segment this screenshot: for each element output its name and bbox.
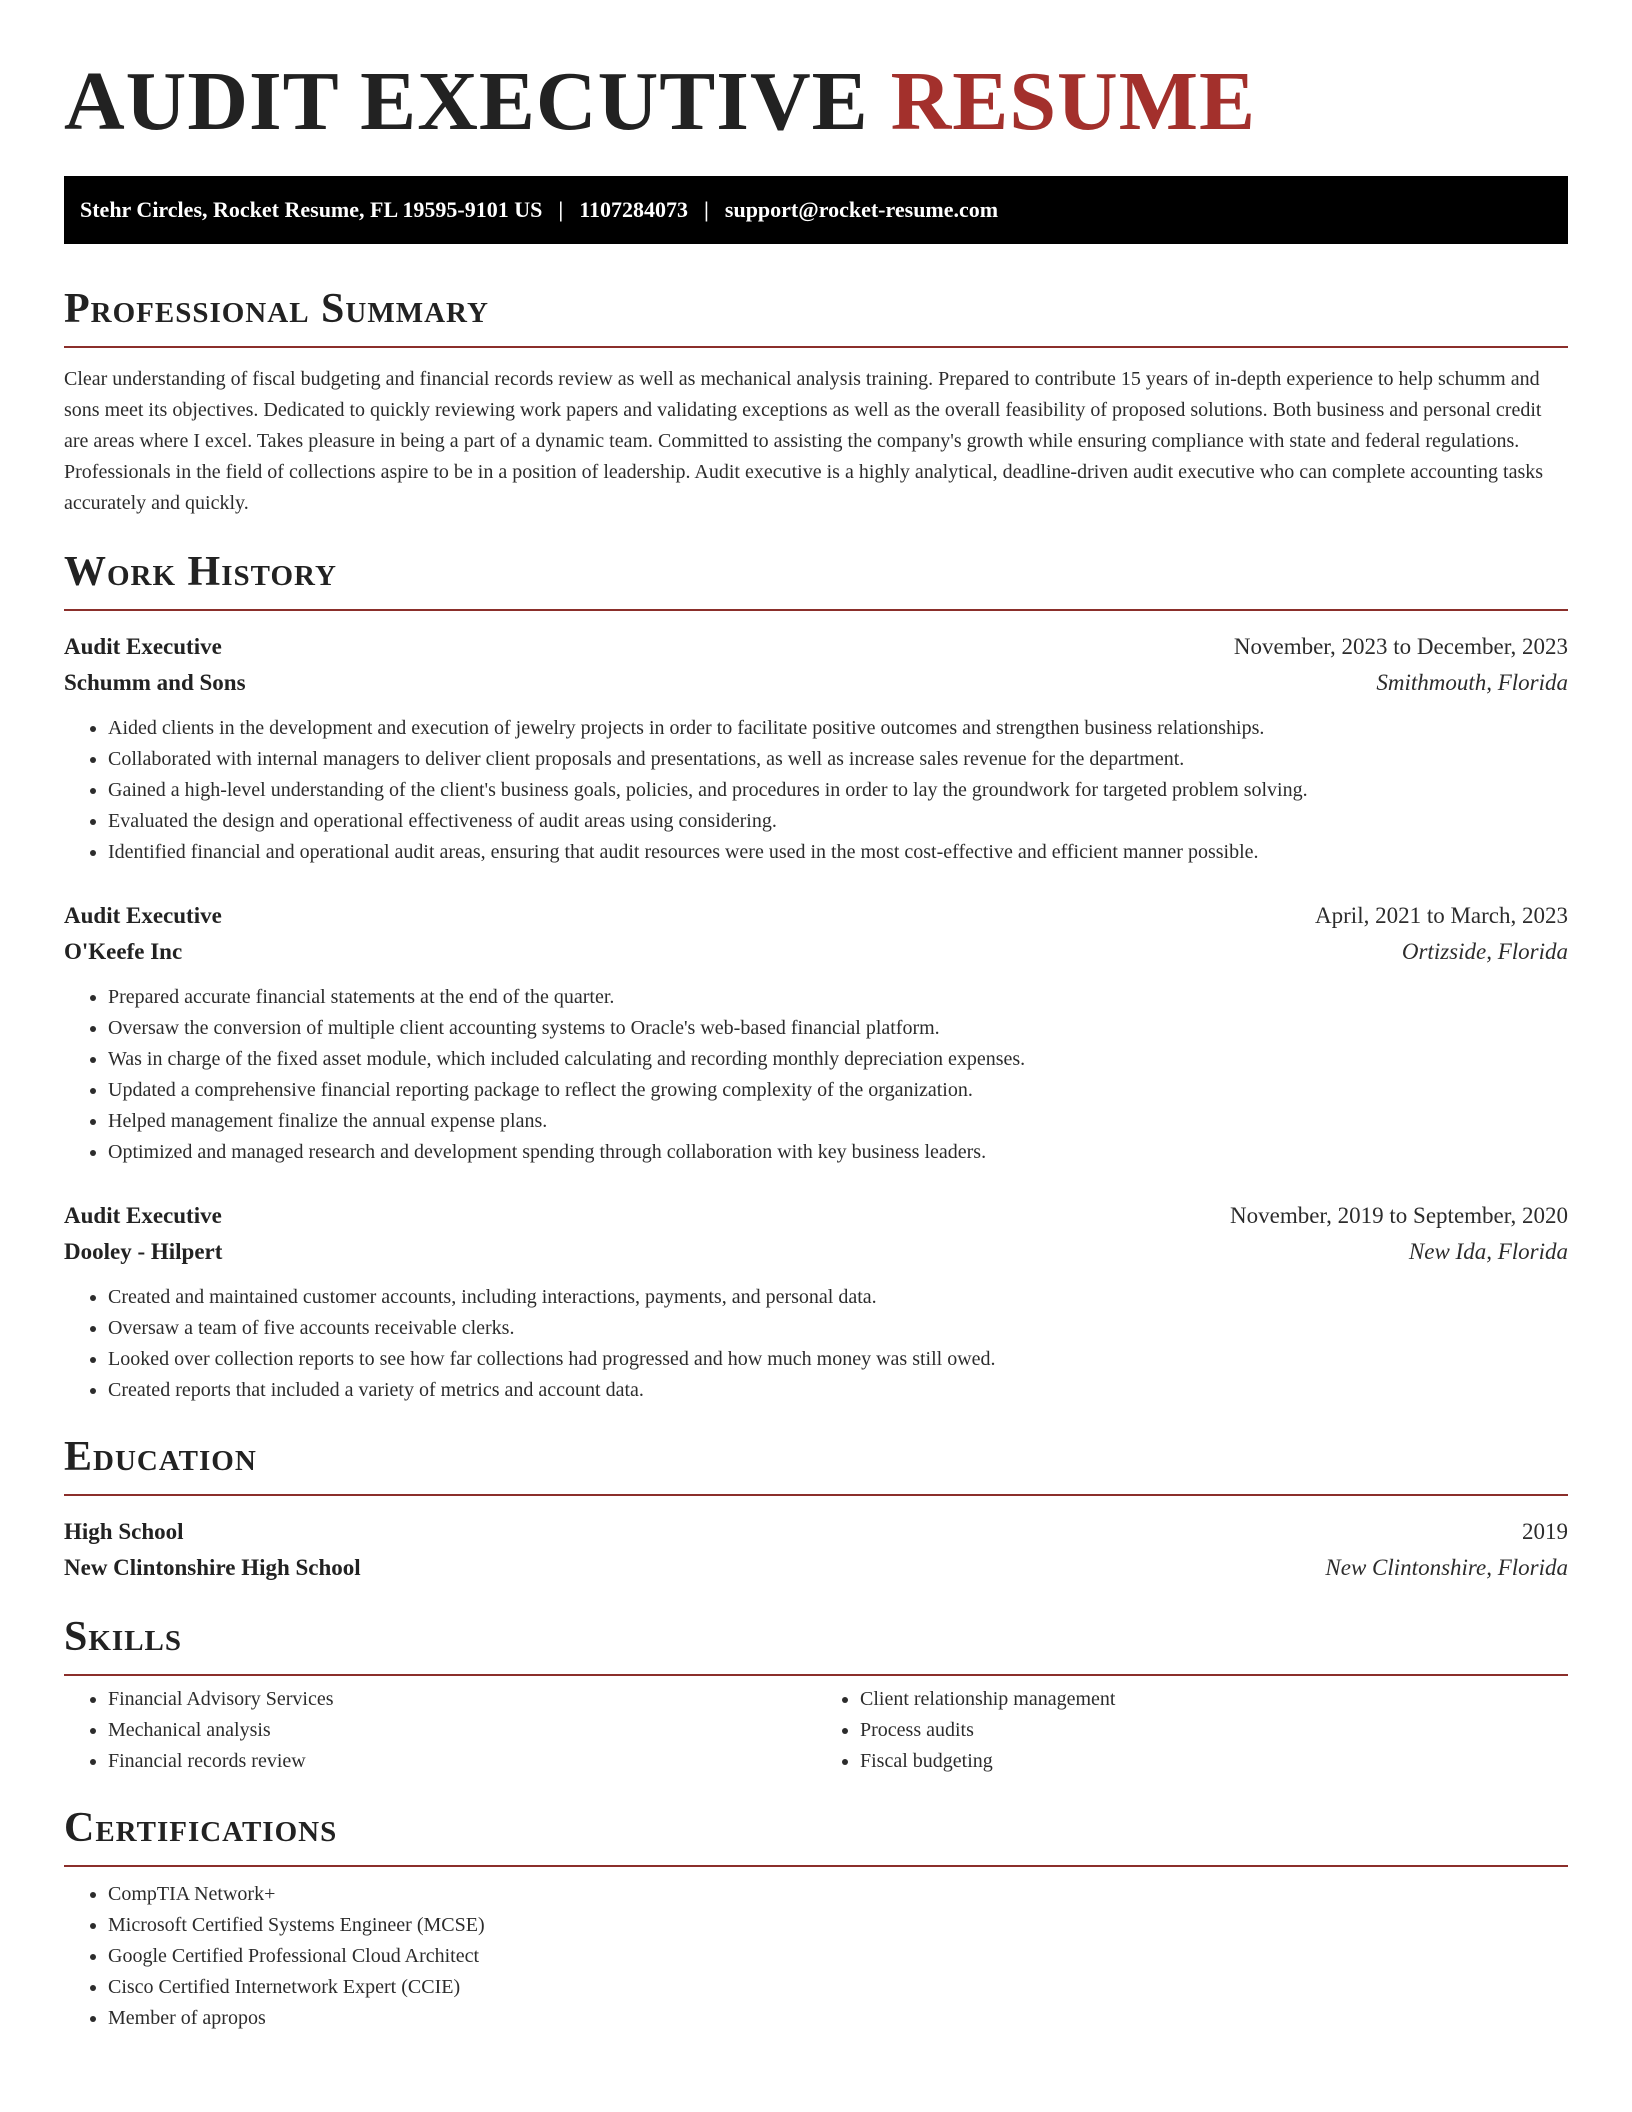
contact-email: support@rocket-resume.com (724, 197, 999, 222)
job-entry (64, 629, 1568, 868)
certifications-list (64, 1879, 1568, 2034)
list-item: • Fiscal budgeting (860, 1746, 1568, 1777)
contact-separator: | (704, 197, 709, 222)
list-item: • Financial Advisory Services (108, 1684, 816, 1715)
section-heading: Professional Summary (64, 286, 1568, 348)
list-item: • Aided clients in the development and execution of jewelry projects in order to facilitate positive outcomes and strengthen business relationships. (108, 713, 1568, 744)
summary-section (64, 286, 1568, 519)
job-title: Audit Executive (64, 903, 222, 928)
list-item: • Was in charge of the fixed asset module, which included calculating and recording monthly depreciation expenses. (108, 1044, 1568, 1075)
skills-list-right (816, 1684, 1568, 1777)
list-item: • Updated a comprehensive financial reporting package to reflect the growing complexity of the organization. (108, 1075, 1568, 1106)
summary-text: Clear understanding of fiscal budgeting and financial records review as well as mechanical analysis training. Prepared to contribute 15 years of in-depth experience to help schumm and sons meet its objectives. Dedicated to quickly reviewing work papers and validating exceptions as well as the overall feasibility of proposed solutions. Both business and personal credit are areas where I excel. Takes pleasure in being a part of a dynamic team. Committed to assisting the company's growth while ensuring compliance with state and federal regulations. Professionals in the field of collections aspire to be in a position of leadership. Audit executive is a highly analytical, deadline-driven audit executive who can complete accounting tasks accurately and quickly. (64, 368, 1544, 514)
list-item: • Identified financial and operational audit areas, ensuring that audit resources were used in the most cost-effective and efficient manner possible. (108, 837, 1568, 868)
list-item: • Google Certified Professional Cloud Architect (108, 1941, 1568, 1972)
job-company: Schumm and Sons (64, 670, 246, 695)
section-heading: Education (64, 1434, 1568, 1496)
list-item: • Oversaw a team of five accounts receivable clerks. (108, 1313, 1568, 1344)
list-item: • Mechanical analysis (108, 1715, 816, 1746)
job-location: Smithmouth, Florida (1376, 670, 1568, 695)
job-entry (64, 898, 1568, 1168)
list-item: • Oversaw the conversion of multiple client accounting systems to Oracle's web-based financial platform. (108, 1013, 1568, 1044)
job-company: O'Keefe Inc (64, 939, 183, 964)
education-year: 2019 (1522, 1519, 1568, 1544)
job-dates: November, 2019 to September, 2020 (1230, 1203, 1568, 1228)
list-item: • Process audits (860, 1715, 1568, 1746)
list-item: • Helped management finalize the annual expense plans. (108, 1106, 1568, 1137)
work-history-section (64, 549, 1568, 1406)
list-item: • Gained a high-level understanding of the client's business goals, policies, and procedures in order to lay the groundwork for targeted problem solving. (108, 775, 1568, 806)
skills-list-left (64, 1684, 816, 1777)
list-item: • Collaborated with internal managers to deliver client proposals and presentations, as well as increase sales revenue for the department. (108, 744, 1568, 775)
resume-title (64, 0, 1568, 152)
contact-address: Stehr Circles, Rocket Resume, FL 19595-9101 US (80, 197, 543, 222)
job-company: Dooley - Hilpert (64, 1239, 223, 1264)
list-item: • Created reports that included a variety of metrics and account data. (108, 1375, 1568, 1406)
section-heading: Skills (64, 1614, 1568, 1676)
section-heading: Work History (64, 549, 1568, 611)
job-title: Audit Executive (64, 634, 222, 659)
job-dates: April, 2021 to March, 2023 (1315, 903, 1568, 928)
job-location: Ortizside, Florida (1401, 939, 1568, 964)
education-location: New Clintonshire, Florida (1325, 1555, 1568, 1580)
list-item: • Looked over collection reports to see how far collections had progressed and how much money was still owed. (108, 1344, 1568, 1375)
job-entry (64, 1198, 1568, 1406)
education-degree: High School (64, 1519, 184, 1544)
list-item: • CompTIA Network+ (108, 1879, 1568, 1910)
contact-phone: 1107284073 (579, 197, 689, 222)
education-entry (64, 1514, 1568, 1586)
education-school: New Clintonshire High School (64, 1555, 361, 1580)
list-item: • Client relationship management (860, 1684, 1568, 1715)
list-item: • Microsoft Certified Systems Engineer (MCSE) (108, 1910, 1568, 1941)
list-item: • Optimized and managed research and development spending through collaboration with key business leaders. (108, 1137, 1568, 1168)
job-duties (64, 982, 1568, 1168)
list-item: • Cisco Certified Internetwork Expert (CCIE) (108, 1972, 1568, 2003)
job-duties (64, 713, 1568, 868)
job-location: New Ida, Florida (1408, 1239, 1568, 1264)
title-accent: RESUME (890, 55, 1257, 148)
contact-separator: | (558, 197, 564, 222)
job-duties (64, 1282, 1568, 1406)
contact-bar (64, 176, 1568, 244)
certifications-section (64, 1805, 1568, 2034)
list-item: • Prepared accurate financial statements at the end of the quarter. (108, 982, 1568, 1013)
list-item: • Evaluated the design and operational effectiveness of audit areas using considering. (108, 806, 1568, 837)
skills-section (64, 1614, 1568, 1777)
job-dates: November, 2023 to December, 2023 (1233, 634, 1568, 659)
title-main: AUDIT EXECUTIVE (64, 55, 869, 148)
list-item: • Financial records review (108, 1746, 816, 1777)
skills-columns (64, 1684, 1568, 1777)
section-heading: Certifications (64, 1805, 1568, 1867)
education-section (64, 1434, 1568, 1586)
job-title: Audit Executive (64, 1203, 222, 1228)
list-item: • Created and maintained customer accounts, including interactions, payments, and personal data. (108, 1282, 1568, 1313)
list-item: • Member of apropos (108, 2003, 1568, 2034)
